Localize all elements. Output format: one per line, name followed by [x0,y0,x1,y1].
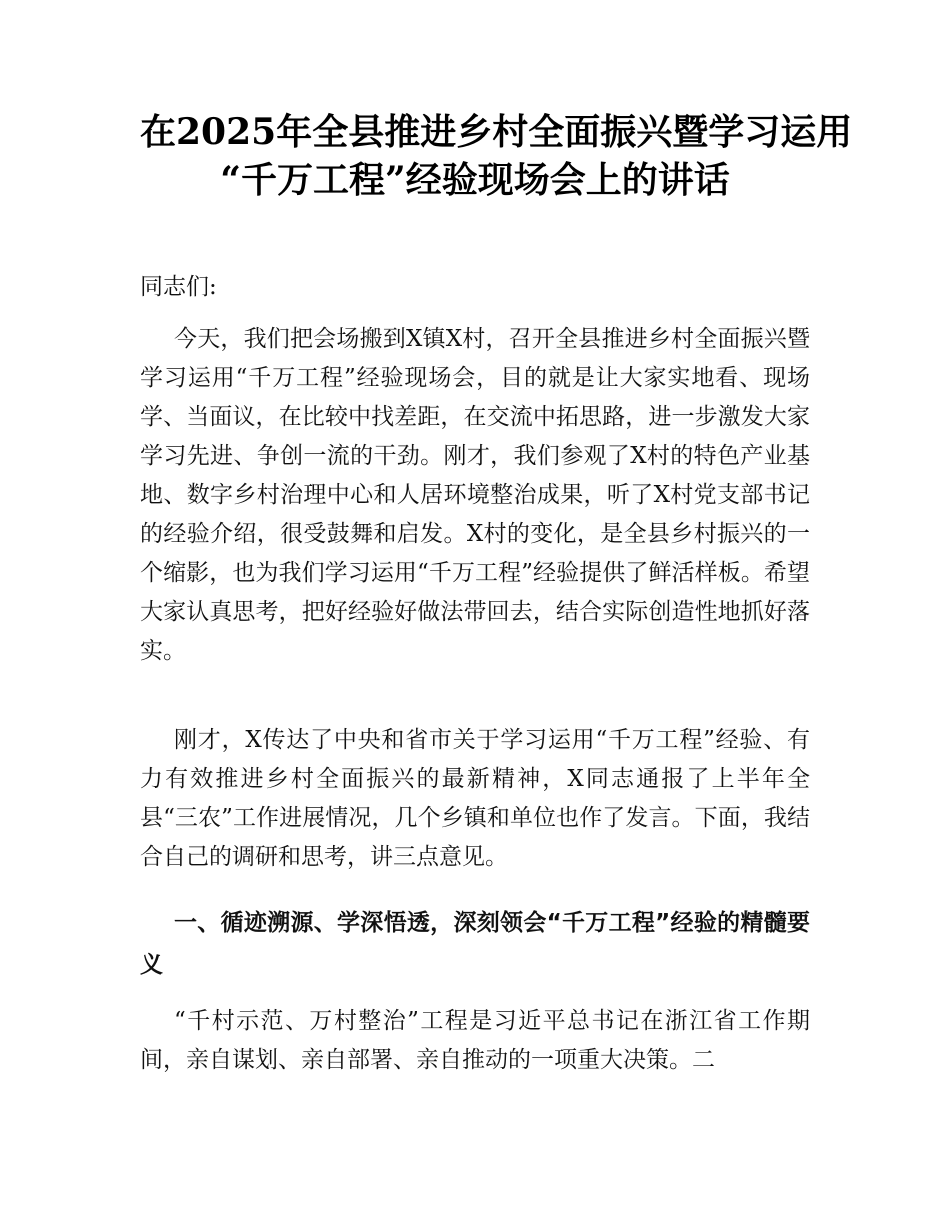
paragraph-2: 刚才，X传达了中央和省市关于学习运用“千万工程”经验、有力有效推进乡村全面振兴的最新精神，X同志通报了上半年全县“三农”工作进展情况，几个乡镇和单位也作了发言。下面，我结合自己的调研和思考，讲三点意见。 [140,727,810,870]
salutation: 同志们: [140,274,217,300]
section-heading-1: 一、循迹溯源、学深悟透，深刻领会“千万工程”经验的精髓要义 [140,910,810,978]
document-title [140,108,853,204]
paragraph-1: 今天，我们把会场搬到X镇X村，召开全县推进乡村全面振兴暨学习运用“千万工程”经验现场会，目的就是让大家实地看、现场学、当面议，在比较中找差距，在交流中拓思路，进一步激发大家学习先进、争创一流的干劲。刚才，我们参观了X村的特色产业基地、数字乡村治理中心和人居环境整治成果，听了X村党支部书记的经验介绍，很受鼓舞和启发。X村的变化，是全县乡村振兴的一个缩影，也为我们学习运用“千万工程”经验提供了鲜活样板。希望大家认真思考，把好经验好做法带回去，结合实际创造性地抓好落实。 [140,326,810,664]
title-line-2: “千万工程”经验现场会上的讲话 [220,159,730,201]
paragraph-3: “千村示范、万村整治”工程是习近平总书记在浙江省工作期间，亲自谋划、亲自部署、亲自推动的一项重大决策。二 [140,1008,810,1073]
title-line-1: 在2025年全县推进乡村全面振兴暨学习运用 [140,111,853,153]
